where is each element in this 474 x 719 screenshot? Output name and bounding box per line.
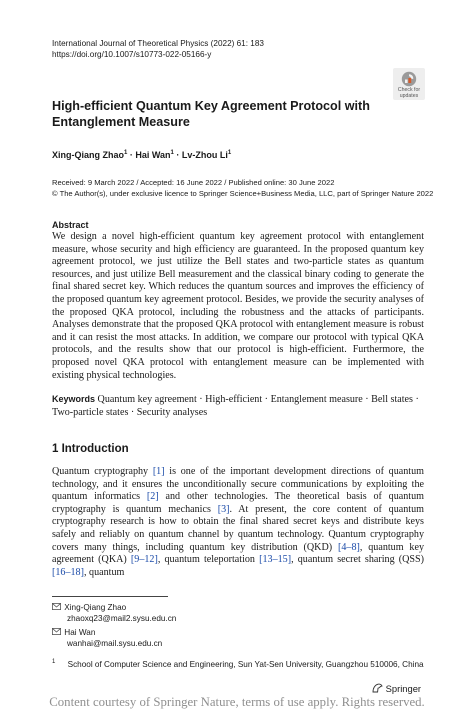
author-separator: · xyxy=(127,150,136,160)
check-for-updates-icon xyxy=(401,71,417,87)
citation-link[interactable]: [2] xyxy=(146,491,159,503)
author-affiliation-mark: 1 xyxy=(124,150,128,156)
contact-name: Hai Wan xyxy=(64,628,96,637)
abstract-heading: Abstract xyxy=(52,220,89,230)
contact-author-1 xyxy=(52,602,176,624)
citation-link[interactable]: [1] xyxy=(152,466,165,477)
publisher-logo xyxy=(372,683,421,694)
section-heading-introduction: 1 Introduction xyxy=(52,443,129,455)
doi-link[interactable]: https://doi.org/10.1007/s10773-022-05166-y xyxy=(52,50,212,59)
keywords xyxy=(52,393,424,419)
affiliation-mark: 1 xyxy=(52,659,56,665)
courtesy-watermark: Content courtesy of Springer Nature, terms of use apply. Rights reserved. xyxy=(49,695,425,709)
envelope-icon xyxy=(52,602,62,613)
contact-email[interactable]: zhaoxq23@mail2.sysu.edu.cn xyxy=(67,614,177,624)
contact-name: Xing-Qiang Zhao xyxy=(64,603,127,612)
envelope-icon xyxy=(52,627,62,638)
affiliation-text: School of Computer Science and Engineering, Sun Yat-Sen University, Guangzhou 510006, China xyxy=(67,659,424,669)
dates-line: Received: 9 March 2022 / Accepted: 16 June 2022 / Published online: 30 June 2022 xyxy=(52,178,335,187)
introduction-text-run: , quantum key agreement (QKA) xyxy=(52,541,424,566)
citation-link[interactable]: [3] xyxy=(217,503,230,515)
introduction-text-run: , quantum teleportation xyxy=(157,554,260,566)
copyright-line: © The Author(s), under exclusive licence to Springer Science+Business Media, LLC, part of Springer Nature 2022 xyxy=(52,188,434,198)
keywords-text: Quantum key agreement · High-efficient · Entanglement measure · Bell states · Two-particle states · Security analyses xyxy=(52,394,419,418)
introduction-paragraph xyxy=(52,466,424,579)
introduction-text-run: . At present, the core content of quantum cryptography research is how to obtain the final shared secret keys and distribute keys safely and reliably on quantum channel by quantum technology. Quantum cryptography covers many things, including quantum key distribution (QKD) xyxy=(52,503,424,553)
journal-citation: International Journal of Theoretical Physics (2022) 61: 183 xyxy=(52,39,264,48)
article-title: High-efficient Quantum Key Agreement Protocol with Entanglement Measure xyxy=(52,99,370,129)
author-affiliation-mark: 1 xyxy=(170,150,174,156)
keywords-label: Keywords xyxy=(52,394,96,404)
author-name[interactable]: Lv-Zhou Li xyxy=(181,150,228,160)
author-list xyxy=(52,148,231,161)
publication-history xyxy=(52,178,452,199)
introduction-text-run: and other technologies. The theoretical basis of quantum cryptography is quantum mechanics xyxy=(52,491,424,515)
introduction-text-run: Quantum cryptography xyxy=(52,466,153,477)
publisher-name: Springer xyxy=(385,683,422,694)
badge-line-1: Check for xyxy=(397,87,421,93)
author-separator: · xyxy=(173,150,182,160)
contact-email[interactable]: wanhai@mail.sysu.edu.cn xyxy=(67,639,163,649)
abstract-text: We design a novel high-efficient quantum key agreement protocol with entanglement measure, whose security and high efficiency are guaranteed. In the proposed quantum key agreement protocol, we just utilize the Bell states and two-particle states as quantum resources, and just utilize Bell measurement and the classical binary coding to generate the final shared secret key. Which reduces the quantum sources and improves the efficiency of the proposed quantum key agreement protocol. Besides, we provide the security analyses of the proposed QKA protocol, including the robustness and the attacks of participants. Analyses demonstrate that the proposed QKA protocol with entanglement measure is robust and it can resist the most attacks. In addition, we compare our protocol with typical QKA protocols, and the results show that our protocol is high-efficient. Furthermore, the proposed novel QKA protocol with entanglement measure can be implemented with existing physical technologies. xyxy=(52,231,424,381)
author-name[interactable]: Xing-Qiang Zhao xyxy=(52,150,124,160)
contact-author-2 xyxy=(52,627,162,649)
footnote-divider xyxy=(52,596,168,597)
springer-horse-icon xyxy=(372,683,383,693)
journal-header xyxy=(52,38,264,60)
citation-link[interactable]: [9–12] xyxy=(130,554,158,566)
introduction-text-run: is one of the important development directions of quantum technology, and it ensures the unconditionally secure communications by exploiting the quantum informatics xyxy=(52,466,424,503)
introduction-text-run: , quantum xyxy=(83,566,125,578)
author-affiliation-mark: 1 xyxy=(227,150,232,156)
citation-link[interactable]: [16–18] xyxy=(52,566,84,578)
citation-link[interactable]: [13–15] xyxy=(259,554,292,566)
introduction-text-run: , quantum secret sharing (QSS) xyxy=(291,554,424,566)
author-name[interactable]: Hai Wan xyxy=(135,150,171,160)
badge-line-2: updates xyxy=(399,93,419,99)
check-for-updates-badge[interactable] xyxy=(393,68,425,100)
citation-link[interactable]: [4–8] xyxy=(337,541,360,553)
affiliation-footnote xyxy=(52,657,424,670)
